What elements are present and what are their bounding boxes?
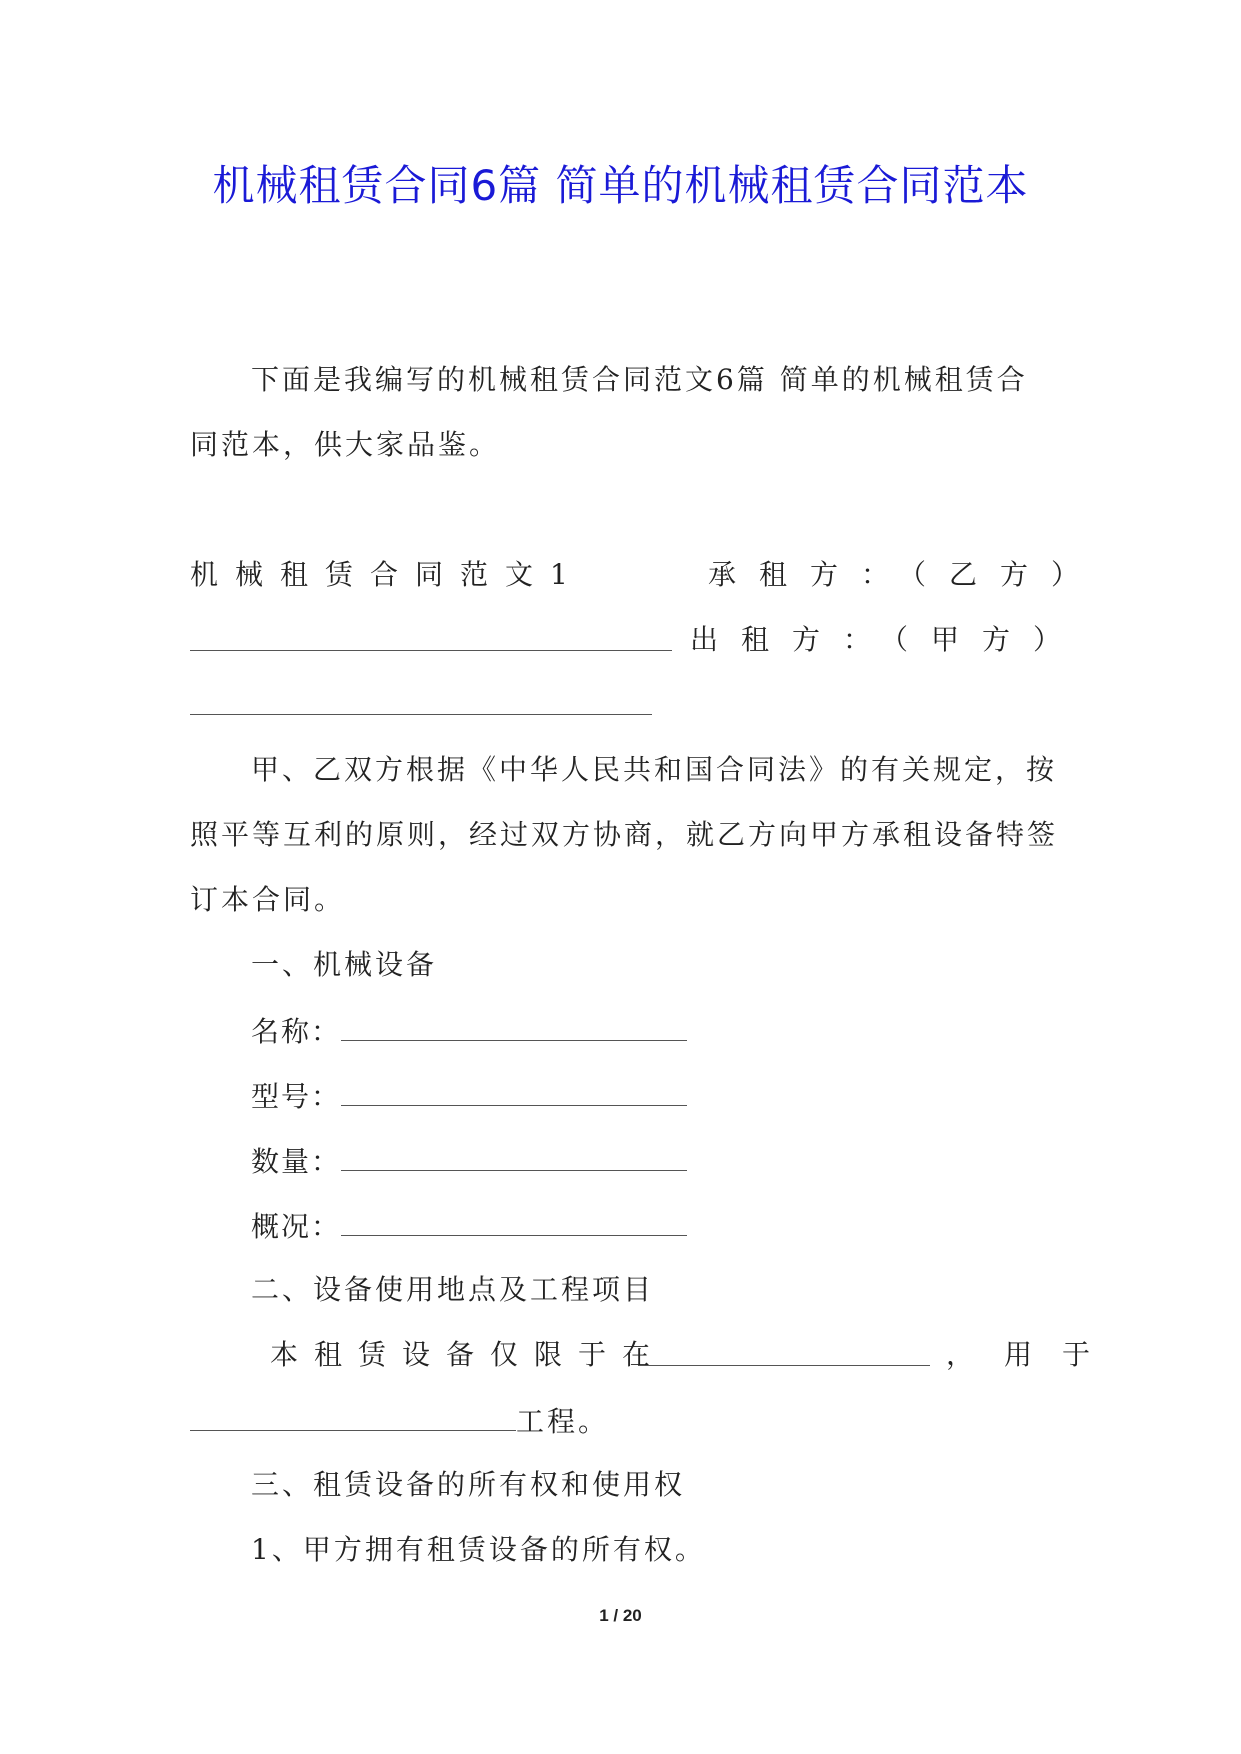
field-blank-quantity[interactable] bbox=[341, 1140, 687, 1171]
lessor-label: 出租方：（甲方） bbox=[690, 623, 1085, 656]
field-row-quantity bbox=[251, 1140, 1051, 1182]
location-blank[interactable] bbox=[638, 1335, 930, 1366]
clause-2-text-b: ，用于 bbox=[946, 1338, 1121, 1371]
field-row-model bbox=[251, 1075, 1051, 1117]
clause-1-heading: 一、机械设备 bbox=[251, 948, 438, 981]
field-label-name: 名称： bbox=[251, 1015, 342, 1048]
lessor-row bbox=[190, 620, 1085, 662]
lessee-blank[interactable] bbox=[190, 620, 672, 651]
lessor-blank-row bbox=[190, 684, 1051, 726]
field-row-overview bbox=[251, 1205, 1051, 1247]
clause-2-line-2 bbox=[190, 1400, 1051, 1442]
clause-3-item-1: 1、甲方拥有租赁设备的所有权。 bbox=[251, 1533, 706, 1566]
clause-2-text-end: 工程。 bbox=[516, 1405, 610, 1438]
lessor-blank[interactable] bbox=[190, 684, 652, 715]
field-blank-name[interactable] bbox=[341, 1010, 687, 1041]
clause-3-heading: 三、租赁设备的所有权和使用权 bbox=[251, 1468, 686, 1501]
field-blank-model[interactable] bbox=[341, 1075, 687, 1106]
intro-line-1: 下面是我编写的机械租赁合同范文6篇 简单的机械租赁合 bbox=[251, 363, 1028, 396]
field-row-name bbox=[251, 1010, 1051, 1052]
field-blank-overview[interactable] bbox=[341, 1205, 687, 1236]
preamble-line-1: 甲、乙双方根据《中华人民共和国合同法》的有关规定，按 bbox=[251, 753, 1058, 786]
page-number: 1 / 20 bbox=[599, 1606, 642, 1625]
field-label-model: 型号： bbox=[251, 1080, 342, 1113]
section-header-row bbox=[190, 555, 1103, 595]
document-title: 机械租赁合同6篇 简单的机械租赁合同范本 bbox=[212, 161, 1029, 210]
preamble-line-3: 订本合同。 bbox=[190, 883, 346, 916]
intro-line-2: 同范本，供大家品鉴。 bbox=[190, 428, 501, 461]
project-blank[interactable] bbox=[190, 1400, 516, 1431]
lessee-label: 承租方：（乙方） bbox=[708, 558, 1103, 591]
preamble-line-2: 照平等互利的原则，经过双方协商，就乙方向甲方承租设备特签 bbox=[190, 818, 1059, 851]
clause-2-text-a: 本租赁设备仅限于在 bbox=[270, 1338, 667, 1371]
section-title: 机械租赁合同范文1 bbox=[190, 558, 585, 591]
field-label-overview: 概况： bbox=[251, 1210, 342, 1243]
field-label-quantity: 数量： bbox=[251, 1145, 342, 1178]
clause-2-heading: 二、设备使用地点及工程项目 bbox=[251, 1273, 655, 1306]
